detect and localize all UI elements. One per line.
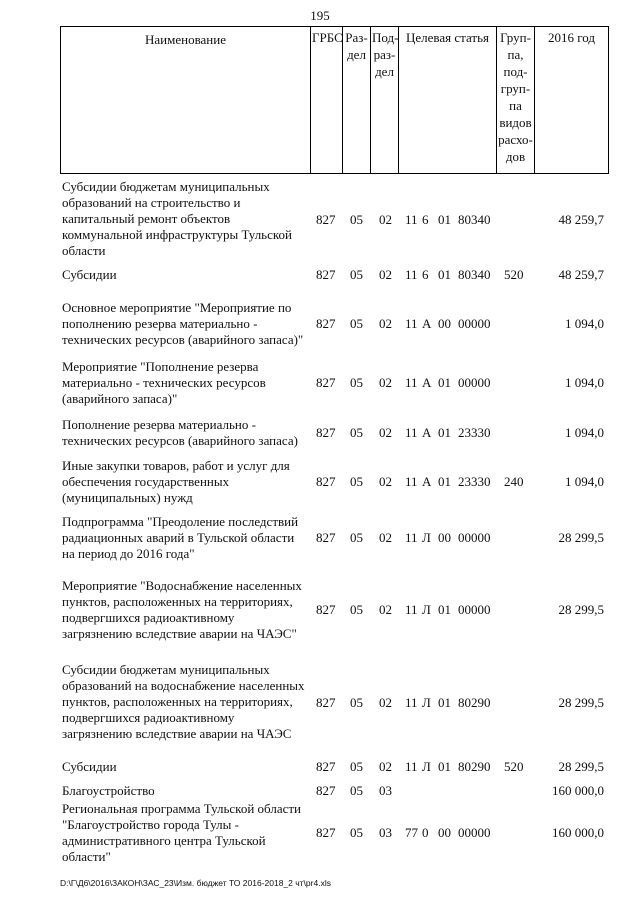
header-name: Наименование — [61, 27, 311, 174]
row-name-line: пунктов, расположенных на территориях, — [62, 594, 293, 609]
row-name-line: области — [62, 243, 106, 258]
row-name-line: административного центра Тульской — [62, 833, 266, 848]
podrazdel-cell: 03 — [379, 783, 392, 798]
row-name — [62, 783, 308, 799]
podrazdel-cell: 03 — [379, 825, 392, 840]
amount-cell: 1 094,0 — [565, 474, 604, 489]
grbs-cell: 827 — [316, 783, 336, 798]
row-name-line: радиационных аварий в Тульской области — [62, 530, 295, 545]
target-subprogram-cell: Л — [422, 602, 431, 617]
row-name-line: подвергшихся радиоактивному — [62, 610, 235, 625]
target-code-cell: 00000 — [458, 530, 491, 545]
row-name — [62, 801, 308, 865]
target-program-cell: 11 — [405, 267, 418, 282]
row-name-line: подвергшихся радиоактивному — [62, 710, 235, 725]
target-event-cell: 01 — [438, 474, 451, 489]
target-program-cell: 11 — [405, 530, 418, 545]
target-subprogram-cell: 6 — [422, 212, 429, 227]
amount-cell: 160 000,0 — [552, 783, 604, 798]
row-name-line: Субсидии бюджетам муниципальных — [62, 179, 270, 194]
grbs-cell: 827 — [316, 267, 336, 282]
header-razdel: Раз- дел — [343, 27, 371, 174]
row-name-line: на период до 2016 года" — [62, 546, 195, 561]
row-name-line: области" — [62, 849, 111, 864]
target-event-cell: 01 — [438, 212, 451, 227]
row-name-line: пополнению резерва материально - — [62, 316, 258, 331]
target-code-cell: 80340 — [458, 212, 491, 227]
row-name-line: капитальный ремонт объектов — [62, 211, 231, 226]
amount-cell: 1 094,0 — [565, 425, 604, 440]
row-name-line: Иные закупки товаров, работ и услуг для — [62, 458, 290, 473]
razdel-cell: 05 — [350, 825, 363, 840]
razdel-cell: 05 — [350, 316, 363, 331]
target-program-cell: 11 — [405, 602, 418, 617]
razdel-cell: 05 — [350, 759, 363, 774]
row-name — [62, 267, 308, 283]
row-name — [62, 417, 308, 449]
row-name — [62, 759, 308, 775]
target-event-cell: 00 — [438, 530, 451, 545]
target-code-cell: 23330 — [458, 474, 491, 489]
row-name-line: Благоустройство — [62, 783, 155, 798]
target-code-cell: 00000 — [458, 375, 491, 390]
amount-cell: 1 094,0 — [565, 316, 604, 331]
row-name-line: технических ресурсов (аварийного запаса)" — [62, 332, 304, 347]
target-event-cell: 00 — [438, 825, 451, 840]
row-name-line: Субсидии — [62, 267, 117, 282]
header-target-article: Целевая статья — [399, 27, 497, 174]
grbs-cell: 827 — [316, 212, 336, 227]
row-name-line: обеспечения государственных — [62, 474, 230, 489]
row-name-line: Региональная программа Тульской области — [62, 801, 302, 816]
target-event-cell: 01 — [438, 425, 451, 440]
amount-cell: 28 299,5 — [558, 530, 604, 545]
target-subprogram-cell: А — [422, 316, 432, 331]
podrazdel-cell: 02 — [379, 212, 392, 227]
target-program-cell: 11 — [405, 759, 418, 774]
target-event-cell: 01 — [438, 759, 451, 774]
row-name-line: образований на водоснабжение населенных — [62, 678, 305, 693]
row-name — [62, 578, 308, 642]
header-grbs: ГРБС — [311, 27, 343, 174]
razdel-cell: 05 — [350, 783, 363, 798]
row-name — [62, 359, 308, 407]
amount-cell: 28 299,5 — [558, 759, 604, 774]
expense-group-cell: 520 — [504, 759, 524, 774]
target-code-cell: 00000 — [458, 316, 491, 331]
target-code-cell: 80290 — [458, 759, 491, 774]
razdel-cell: 05 — [350, 530, 363, 545]
amount-cell: 48 259,7 — [558, 212, 604, 227]
target-event-cell: 01 — [438, 375, 451, 390]
row-name-line: загрязнению вследствие аварии на ЧАЭС" — [62, 626, 297, 641]
row-name-line: (муниципальных) нужд — [62, 490, 193, 505]
row-name-line: (аварийного запаса)" — [62, 391, 178, 406]
row-name-line: Субсидии — [62, 759, 117, 774]
target-subprogram-cell: 0 — [422, 825, 429, 840]
target-code-cell: 00000 — [458, 825, 491, 840]
podrazdel-cell: 02 — [379, 602, 392, 617]
target-program-cell: 11 — [405, 212, 418, 227]
razdel-cell: 05 — [350, 474, 363, 489]
row-name — [62, 458, 308, 506]
podrazdel-cell: 02 — [379, 759, 392, 774]
target-program-cell: 11 — [405, 375, 418, 390]
target-subprogram-cell: А — [422, 474, 432, 489]
target-event-cell: 01 — [438, 602, 451, 617]
row-name-line: Пополнение резерва материально - — [62, 417, 256, 432]
target-code-cell: 80340 — [458, 267, 491, 282]
row-name — [62, 662, 308, 742]
row-name-line: загрязнению вследствие аварии на ЧАЭС — [62, 726, 292, 741]
target-subprogram-cell: А — [422, 375, 432, 390]
target-event-cell: 01 — [438, 267, 451, 282]
target-code-cell: 80290 — [458, 695, 491, 710]
expense-group-cell: 240 — [504, 474, 524, 489]
target-code-cell: 23330 — [458, 425, 491, 440]
podrazdel-cell: 02 — [379, 425, 392, 440]
grbs-cell: 827 — [316, 375, 336, 390]
row-name-line: Подпрограмма "Преодоление последствий — [62, 514, 299, 529]
razdel-cell: 05 — [350, 375, 363, 390]
target-event-cell: 01 — [438, 695, 451, 710]
target-subprogram-cell: Л — [422, 695, 431, 710]
grbs-cell: 827 — [316, 316, 336, 331]
row-name-line: коммунальной инфраструктуры Тульской — [62, 227, 292, 242]
header-year: 2016 год — [535, 27, 609, 174]
page-number: 195 — [310, 8, 330, 23]
expense-group-cell: 520 — [504, 267, 524, 282]
podrazdel-cell: 02 — [379, 695, 392, 710]
amount-cell: 28 299,5 — [558, 602, 604, 617]
row-name-line: Мероприятие "Водоснабжение населенных — [62, 578, 302, 593]
target-program-cell: 11 — [405, 316, 418, 331]
grbs-cell: 827 — [316, 759, 336, 774]
header-podrazdel: Под- раз- дел — [371, 27, 399, 174]
razdel-cell: 05 — [350, 695, 363, 710]
podrazdel-cell: 02 — [379, 267, 392, 282]
grbs-cell: 827 — [316, 425, 336, 440]
grbs-cell: 827 — [316, 530, 336, 545]
target-code-cell: 00000 — [458, 602, 491, 617]
podrazdel-cell: 02 — [379, 474, 392, 489]
target-program-cell: 77 — [405, 825, 418, 840]
amount-cell: 160 000,0 — [552, 825, 604, 840]
row-name-line: материально - технических ресурсов — [62, 375, 266, 390]
target-subprogram-cell: 6 — [422, 267, 429, 282]
podrazdel-cell: 02 — [379, 316, 392, 331]
row-name — [62, 300, 308, 348]
razdel-cell: 05 — [350, 602, 363, 617]
grbs-cell: 827 — [316, 602, 336, 617]
row-name-line: "Благоустройство города Тулы - — [62, 817, 239, 832]
row-name-line: Основное мероприятие "Мероприятие по — [62, 300, 292, 315]
podrazdel-cell: 02 — [379, 530, 392, 545]
file-path-footer: D:\Г\Д6\2016\ЗАКОН\ЗАС_23\Изм. бюджет ТО 2016-2018_2 чт\pr4.xls — [60, 878, 331, 888]
podrazdel-cell: 02 — [379, 375, 392, 390]
amount-cell: 48 259,7 — [558, 267, 604, 282]
row-name-line: пунктов, расположенных на территориях, — [62, 694, 293, 709]
row-name — [62, 179, 308, 259]
grbs-cell: 827 — [316, 474, 336, 489]
row-name-line: Мероприятие "Пополнение резерва — [62, 359, 259, 374]
amount-cell: 28 299,5 — [558, 695, 604, 710]
row-name-line: образований на строительство и — [62, 195, 241, 210]
header-expense-group: Груп- па, под- груп- па видов расхо- дов — [497, 27, 535, 174]
razdel-cell: 05 — [350, 212, 363, 227]
amount-cell: 1 094,0 — [565, 375, 604, 390]
target-event-cell: 00 — [438, 316, 451, 331]
row-name-line: Субсидии бюджетам муниципальных — [62, 662, 270, 677]
row-name — [62, 514, 308, 562]
target-program-cell: 11 — [405, 474, 418, 489]
target-subprogram-cell: А — [422, 425, 432, 440]
razdel-cell: 05 — [350, 425, 363, 440]
grbs-cell: 827 — [316, 825, 336, 840]
target-program-cell: 11 — [405, 695, 418, 710]
target-subprogram-cell: Л — [422, 530, 431, 545]
target-program-cell: 11 — [405, 425, 418, 440]
grbs-cell: 827 — [316, 695, 336, 710]
target-subprogram-cell: Л — [422, 759, 431, 774]
row-name-line: технических ресурсов (аварийного запаса) — [62, 433, 298, 448]
razdel-cell: 05 — [350, 267, 363, 282]
